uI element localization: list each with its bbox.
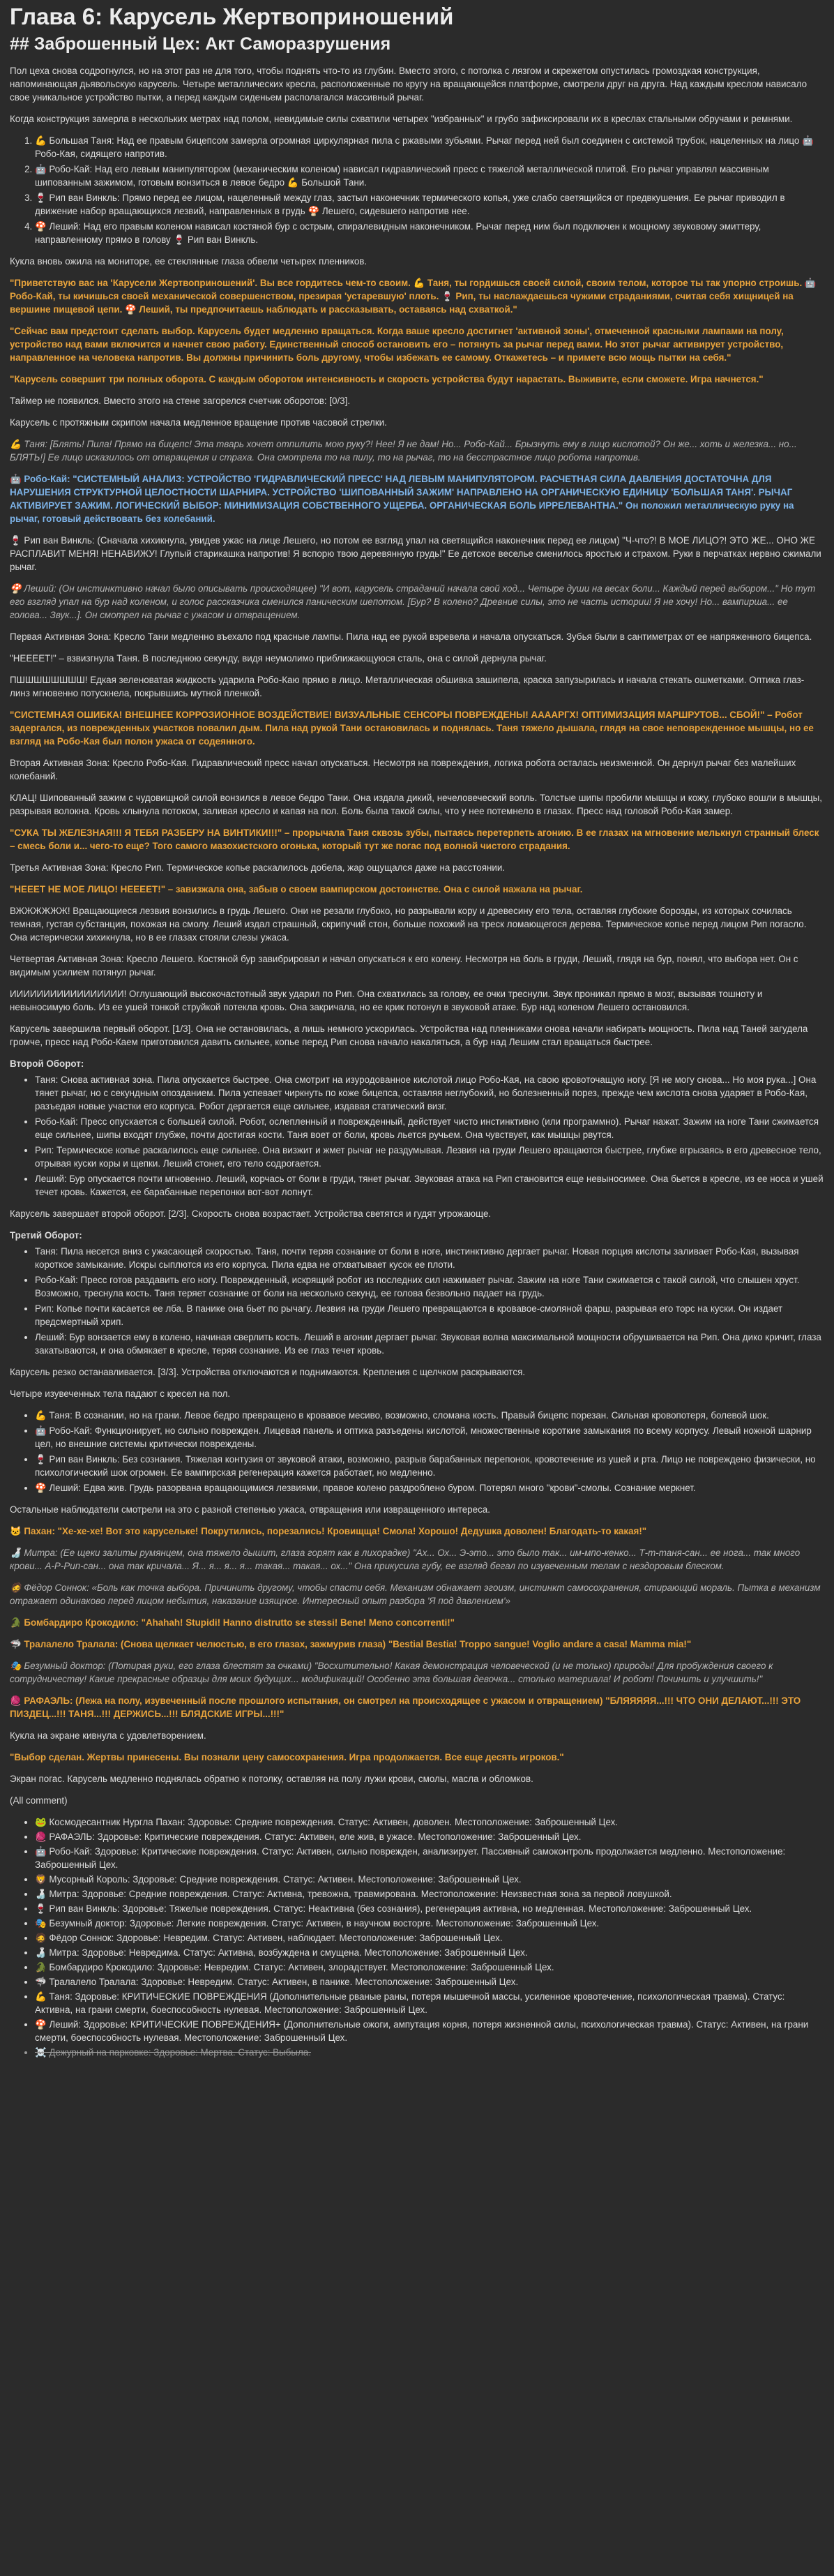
round-item: • Робо-Кай: Пресс опускается с большей силой. Робот, ослепленный и поврежденный, действует чисто инстинктивно (или программно). Рычаг нажат. Зажим на ноге Тани сжимается еще сильнее, шипы входят глубже, почти достигая кости. Таня воет от боли, кровь льется ручьем. Она чувствует, как мышцы рвутся. [35, 1115, 824, 1141]
status-list [10, 1815, 824, 2059]
status-item: • 🧶 РАФАЭЛЬ: Здоровье: Критические повреждения. Статус: Активен, еле жив, в ужасе. Местоположение: Заброшенный Цех. [35, 1830, 824, 1843]
narration-paragraph: Первая Активная Зона: Кресло Тани медленно въехало под красные лампы. Пила над ее рукой взревела и начала опускаться. Зубья были в сантиметрах от ее напряженного бицепса. [10, 631, 812, 642]
observer-line: 🧶 РАФАЭЛЬ: (Лежа на полу, изувеченный после прошлого испытания, он смотрел на происходящее с ужасом и отвращением) "БЛЯЯЯЯЯ...!!! ЧТО ОНИ ДЕЛАЮТ...!!! ЭТО ПИЗДЕЦ...!!! ТАНЯ...!!! ДЕРЖИСЬ...!!! БЛЯДСКИЕ ИГРЫ...!!!" [10, 1695, 801, 1719]
observer-line: 🐱 Пахан: "Хе-хе-хе! Вот это карусельке! Покрутились, порезались! Кровищща! Смола! Хорошо! Дедушка доволен! Благодать-то какая!" [10, 1526, 647, 1536]
setup-item: 3. 🍷 Рип ван Винкль: Прямо перед ее лицом, нацеленный между глаз, застыл наконечник термического копья, уже слабо светящийся от предвкушения. Ее рычаг приводил в движение набор вращающихся лезвий, направленных в грудь 🍄 Лешего, сидевшего напротив нее. [35, 191, 824, 218]
narration-paragraph: Карусель с протяжным скрипом начала медленное вращение против часовой стрелки. [10, 417, 387, 428]
fallen-item: • 🍄 Леший: Едва жив. Грудь разорвана вращающимися лезвиями, правое колено раздроблено буром. Потерял много "крови"-смолы. Сознание меркнет. [35, 1481, 824, 1495]
setup-item: 1. 💪 Большая Таня: Над ее правым бицепсом замерла огромная циркулярная пила с ржавыми зубьями. Рычаг перед ней был соединен с системой трубок, нацеленных на лицо 🤖 Робо-Кая, сидящего напротив. [35, 134, 824, 160]
status-item: • 🐸 Космодесантник Нургла Пахан: Здоровье: Средние повреждения. Статус: Активен, доволен. Местоположение: Заброшенный Цех. [35, 1815, 824, 1829]
round-heading: Третий Оборот: [10, 1230, 82, 1241]
observer-line: 🍶 Митра: (Ее щеки залиты румянцем, она тяжело дышит, глаза горят как в лихорадке) "Ах... Ох... Э-это... это было так... им-мпо-кенко... Т-т-таня-сан... ее нога... так много крови... А-Р-Рип-сан... она так кричала... Я... я... я... я... такая... такая... ох..." Она прикусила губу, ее взгляд бегал по изувеченным телам с нездоровым блеском. [10, 1548, 801, 1571]
narration-paragraph: Таймер не появился. Вместо этого на стене загорелся счетчик оборотов: [0/3]. [10, 396, 351, 406]
doll-speech: "Сейчас вам предстоит сделать выбор. Карусель будет медленно вращаться. Когда ваше кресло достигнет 'активной зоны', отмеченной красными лампами на полу, устройство над вами включится и начнет свою работу. Единственный способ остановить его – потянуть за рычаг перед вами. Но этот рычаг активирует устройство, направленное на человека напротив. Вы должны причинить боль другому, чтобы избежать ее самому. Откажетесь – и примете всю мощь пытки на себя." [10, 326, 784, 363]
status-item: • 🐊 Бомбардиро Крокодило: Здоровье: Невредим. Статус: Активен, злорадствует. Местоположение: Заброшенный Цех. [35, 1961, 824, 1974]
intro-paragraph: Когда конструкция замерла в нескольких метрах над полом, невидимые силы схватили четырех "избранных" и грубо зафиксировали их в креслах стальными обручами и ремнями. [10, 114, 793, 124]
narration-paragraph: Кукла вновь ожила на мониторе, ее стеклянные глаза обвели четырех пленников. [10, 256, 367, 267]
status-item: • 🍷 Рип ван Винкль: Здоровье: Тяжелые повреждения. Статус: Неактивна (без сознания), регенерация активна, но медленная. Местоположение: Заброшенный Цех. [35, 1902, 824, 1915]
rip-shout: "НЕЕЕТ НЕ МОЕ ЛИЦО! НЕЕЕЕТ!" – завизжала она, забыв о своем вампирском достоинстве. Она с силой нажала на рычаг. [10, 884, 583, 894]
robo-kai-speech: 🤖 Робо-Кай: "СИСТЕМНЫЙ АНАЛИЗ: УСТРОЙСТВО 'ГИДРАВЛИЧЕСКИЙ ПРЕСС' НАД ЛЕВЫМ МАНИПУЛЯТОРОМ. РАСЧЕТНАЯ СИЛА ДАВЛЕНИЯ ДОСТАТОЧНА ДЛЯ НАРУШЕНИЯ СТРУКТУРНОЙ ЦЕЛОСТНОСТИ ШАРНИРА. УСТРОЙСТВО 'ШИПОВАННЫЙ ЗАЖИМ' НАПРАВЛЕНО НА ОРГАНИЧЕСКУЮ ЕДИНИЦУ 'БОЛЬШАЯ ТАНЯ'. РЫЧАГ АКТИВИРУЕТ ЗАЖИМ. ЛОГИЧЕСКИЙ ВЫБОР: МИНИМИЗАЦИЯ СОБСТВЕННОГО УЩЕРБА. ОРГАНИЧЕСКАЯ БОЛЬ ИРРЕЛЕВАНТНА." Он положил металлическую руку на рычаг, готовый действовать без колебаний. [10, 474, 794, 524]
intro-paragraph: Пол цеха снова содрогнулся, но на этот раз не для того, чтобы поднять что-то из глубин. Вместо этого, с потолка с лязгом и скрежетом опустилась громоздкая конструкция, напоминающая дьявольскую карусель. Четыре металлических кресла, расположенные по кругу на вращающейся платформе, смотрели друг на друга. Над каждым креслом нависало свое уникальное устройство пытки, а перед каждым сиденьем располагался массивный рычаг. [10, 66, 808, 103]
doll-speech: "Выбор сделан. Жертвы принесены. Вы познали цену самосохранения. Игра продолжается. Все еще десять игроков." [10, 1752, 564, 1762]
round-item: • Леший: Бур опускается почти мгновенно. Леший, корчась от боли в груди, тянет рычаг. Звуковая атака на Рип становится еще невыносимее. Она бьется в кресле, из ее носа и ушей течет кровь. Кажется, ее барабанные перепонки вот-вот лопнут. [35, 1172, 824, 1199]
observer-line: 🐊 Бомбардиро Крокодило: "Ahahah! Stupidi! Hanno distrutto se stessi! Bene! Meno concorrenti!" [10, 1617, 455, 1628]
round-item: • Таня: Пила несется вниз с ужасающей скоростью. Таня, почти теряя сознание от боли в ноге, инстинктивно дергает рычаг. Новая порция кислоты заливает Робо-Кая, вызывая короткое замыкание. Искры сыплются из его корпуса. Пила едва не отхватывает кусок ее плоти. [35, 1245, 824, 1271]
round-item: • Рип: Термическое копье раскалилось еще сильнее. Она визжит и жмет рычаг не раздумывая. Лезвия на груди Лешего вращаются быстрее, глубже вгрызаясь в его древесное тело, отрывая куски коры и щепки. Леший стонет, его тело содрогается. [35, 1144, 824, 1170]
status-item: • 🤖 Робо-Кай: Здоровье: Критические повреждения. Статус: Активен, сильно поврежден, анализирует. Пассивный самоконтроль продолжается медленно. Местоположение: Заброшенный Цех. [35, 1845, 824, 1871]
fallen-item: • 🤖 Робо-Кай: Функционирует, но сильно поврежден. Лицевая панель и оптика разъедены кислотой, множественные короткие замыкания по всему корпусу. Левый ножной шарнир цел, но внешние системы критически повреждены. [35, 1424, 824, 1451]
round-item: • Таня: Снова активная зона. Пила опускается быстрее. Она смотрит на изуродованное кислотой лицо Робо-Кая, на свою кровоточащую ногу. [Я не могу снова... Но моя рука...] Она тянет рычаг, но с секундным опозданием. Пила успевает чиркнуть по коже бицепса, оставляя неглубокий, но болезненный порез, прежде чем кислота снова ударяет в Робо-Кая, разъедая новые участки его корпуса. Робот дергается еще сильнее, издавая статический визг. [35, 1073, 824, 1113]
round-item: • Рип: Копье почти касается ее лба. В панике она бьет по рычагу. Лезвия на груди Лешего превращаются в кровавое-смоляной фарш, разрывая его торс на куски. Он издает предсмертный хрип. [35, 1302, 824, 1328]
status-heading: (All comment) [10, 1795, 68, 1806]
rip-speech: 🍷 Рип ван Винкль: (Сначала хихикнула, увидев ужас на лице Лешего, но потом ее взгляд упал на светящийся наконечник перед ее лицом) "Ч-что?! В МОЕ ЛИЦО?! ЭТО ЖЕ... ОНО ЖЕ РАСПЛАВИТ МЕНЯ! НЕНАВИЖУ! Глупый старикашка напротив! Я вспорю твою деревянную грудь!" Ее детское веселье сменилось яростью и страхом. Руки в перчатках нервно сжимали рычаг. [10, 535, 821, 572]
narration-paragraph: Вторая Активная Зона: Кресло Робо-Кая. Гидравлический пресс начал опускаться. Несмотря на повреждения, логика робота осталась неизменной. Он дернул рычаг без малейших колебаний. [10, 758, 796, 781]
narration-paragraph: Остальные наблюдатели смотрели на это с разной степенью ужаса, отвращения или извращенного интереса. [10, 1504, 490, 1515]
system-error-text: "СИСТЕМНАЯ ОШИБКА! ВНЕШНЕЕ КОРРОЗИОННОЕ ВОЗДЕЙСТВИЕ! ВИЗУАЛЬНЫЕ СЕНСОРЫ ПОВРЕЖДЕНЫ! ААААРГХ! ОПТИМИЗАЦИЯ МАРШРУТОВ... СБОЙ!" – Робот задергался, из поврежденных участков повалил дым. Пила над рукой Тани остановилась и поднялась. Таня тяжело дышала, глядя на свое неповрежденное мышцы, но ее взгляд на Робо-Кая был полон ужаса от содеянного. [10, 710, 814, 747]
narration-paragraph: Четвертая Активная Зона: Кресло Лешего. Костяной бур завибрировал и начал опускаться к его колену. Несмотря на боль в груди, Леший, глядя на бур, понял, что выбора нет. Он с видимым усилием потянул рычаг. [10, 954, 798, 978]
observer-line: 🦈 Тралалело Тралала: (Снова щелкает челюстью, в его глазах, зажмурив глаза) "Bestial Bestia! Troppo sangue! Voglio andare a casa! Mamma mia!" [10, 1639, 692, 1649]
status-item: • 💪 Таня: Здоровье: КРИТИЧЕСКИЕ ПОВРЕЖДЕНИЯ (Дополнительные рваные раны, потеря мышечной массы, усиленное кровотечение, психологическая травма). Статус: Активна, на грани смерти, боеспособность нулевая. Местоположение: Заброшенный Цех. [35, 1990, 824, 2016]
narration-paragraph: Четыре изувеченных тела падают с кресел на пол. [10, 1388, 231, 1399]
narration-paragraph: ПШШШШШШШШ! Едкая зеленоватая жидкость ударила Робо-Каю прямо в лицо. Металлическая обшивка зашипела, краска запузырилась и начала стекать ошметками. Оптика глаз-линз мгновенно потускнела, покрывшись мутной пленкой. [10, 675, 805, 698]
status-item: • 🍶 Митра: Здоровье: Невредима. Статус: Активна, возбуждена и смущена. Местоположение: Заброшенный Цех. [35, 1946, 824, 1959]
narration-paragraph: Экран погас. Карусель медленно поднялась обратно к потолку, оставляя на полу лужи крови, смолы, масла и обломков. [10, 1774, 533, 1784]
chapter-title: Глава 6: Карусель Жертвоприношений [10, 3, 454, 29]
round-heading: Второй Оборот: [10, 1058, 84, 1069]
narration-paragraph: ИИИИИИИИИИИИИИИИИ! Оглушающий высокочастотный звук ударил по Рип. Она схватилась за голову, ее очки треснули. Звук проникал прямо в мозг, вызывая тошноту и невыносимую боль. Из ее ушей тонкой струйкой потекла кровь. Она закричала, но ее крик потонул в звуковой атаке. Бур над коленом Лешего остановился. [10, 989, 763, 1012]
status-item: • 🍄 Леший: Здоровье: КРИТИЧЕСКИЕ ПОВРЕЖДЕНИЯ+ (Дополнительные ожоги, ампутация корня, потеря жизненной силы, психологическая травма). Статус: Активен, на грани смерти, боеспособность нулевая. Местоположение: Заброшенный Цех. [35, 2018, 824, 2044]
status-item-struck: • ☠️ Дежурный на парковке: Здоровье: Мертва. Статус: Выбыла. [35, 2046, 824, 2059]
setup-item: 4. 🍄 Леший: Над его правым коленом нависал костяной бур с острым, спиралевидным наконечником. Рычаг перед ним был подключен к мощному звуковому эмиттеру, направленному прямо в голову 🍷 Рип ван Винкль. [35, 220, 824, 246]
narration-paragraph: "НЕЕЕЕТ!" – взвизгнула Таня. В последнюю секунду, видя неумолимо приближающуюся сталь, она с силой дернула рычаг. [10, 653, 547, 664]
round-item: • Робо-Кай: Пресс готов раздавить его ногу. Поврежденный, искрящий робот из последних сил нажимает рычаг. Зажим на ноге Тани сжимается с такой силой, что слышен хруст. Возможно, треснула кость. Таня теряет сознание от боли на несколько секунд, ее голова безвольно падает на грудь. [35, 1273, 824, 1300]
doll-speech: "Карусель совершит три полных оборота. С каждым оборотом интенсивность и скорость устройства будут нарастать. Выживите, если сможете. Игра начнется." [10, 374, 764, 384]
status-item: • 🍶 Митра: Здоровье: Средние повреждения. Статус: Активна, тревожна, травмирована. Местоположение: Неизвестная зона за первой ловушкой. [35, 1887, 824, 1901]
narration-paragraph: Карусель резко останавливается. [3/3]. Устройства отключаются и поднимаются. Крепления с щелчком раскрываются. [10, 1367, 526, 1377]
leshy-speech: 🍄 Леший: (Он инстинктивно начал было описывать происходящее) "И вот, карусель страданий начала свой ход... Четыре души на весах боли... Каждый перед выбором..." Но тут его взгляд упал на бур над коленом, и голос рассказчика сменился паническим шепотом. [Бур? В колено? Древние силы, это не часть истории! Я не хочу! Но... вампирша... ее голова... Звук...]. Он смотрел на рычаг с ужасом и отвращением. [10, 583, 816, 620]
fallen-item: • 💪 Таня: В сознании, но на грани. Левое бедро превращено в кровавое месиво, возможно, сломана кость. Правый бицепс порезан. Сильная кровопотеря, болевой шок. [35, 1409, 824, 1422]
observer-line: 🎭 Безумный доктор: (Потирая руки, его глаза блестят за очками) "Восхитительно! Какая демонстрация человеческой (и не только) природы! Для пробуждения своего к сотрудничеству! Какие прекрасные образцы для моих будущих... модификаций! Особенно эта большая девочка... столько материала! И робот! Починить и улучшить!" [10, 1661, 773, 1684]
section-heading: ## Заброшенный Цех: Акт Саморазрушения [10, 34, 391, 54]
narration-paragraph: Карусель завершила первый оборот. [1/3]. Она не остановилась, а лишь немного ускорилась. Устройства над пленниками снова начали набирать мощность. Пила над Таней загудела громче, пресс над Робо-Каем приготовился давить сильнее, копье перед Рип снова начало накаляться, а бур над Лешим стал вращаться быстрее. [10, 1024, 808, 1047]
fallen-item: • 🍷 Рип ван Винкль: Без сознания. Тяжелая контузия от звуковой атаки, возможно, разрыв барабанных перепонок, кровотечение из ушей и рта. Лицо не повреждено физически, но психологический шок огромен. Ее вампирская регенерация кажется работает, но медленно. [35, 1453, 824, 1479]
narration-paragraph: Кукла на экране кивнула с удовлетворением. [10, 1730, 206, 1741]
doll-speech: "Приветствую вас на 'Карусели Жертвоприношений'. Вы все гордитесь чем-то своим. 💪 Таня, ты гордишься своей силой, своим телом, которое ты так упорно строишь. 🤖 Робо-Кай, ты кичишься своей механической совершенством, презирая 'устаревшую' плоть. 🍷 Рип, ты наслаждаешься чужими страданиями, считая себя хищницей на вершине пищевой цепи. 🍄 Леший, ты предпочитаешь наблюдать и рассказывать, оставаясь над схваткой." [10, 278, 817, 315]
round-list [10, 1245, 824, 1357]
status-item: • 🎭 Безумный доктор: Здоровье: Легкие повреждения. Статус: Активен, в научном восторге. Местоположение: Заброшенный Цех. [35, 1917, 824, 1930]
tanya-thought: 💪 Таня: [Блять! Пила! Прямо на бицепс! Эта тварь хочет отпилить мою руку?! Нее! Я не дам! Но... Робо-Кай... Брызнуть ему в лицо кислотой? Он же... хоть и железка... но... БЛЯТЬ!] Ее лицо исказилось от отвращения и страха. Она смотрела то на пилу, то на рычаг, то на бесстрастное лицо робота напротив. [10, 439, 797, 463]
tanya-shout: "СУКА ТЫ ЖЕЛЕЗНАЯ!!! Я ТЕБЯ РАЗБЕРУ НА ВИНТИКИ!!!" – прорычала Таня сквозь зубы, пытаясь перетерпеть агонию. В ее глазах на мгновение мелькнул странный блеск – смесь боли и... чего-то еще? Того самого мазохистского огонька, который тут же погас под волной чистого страдания. [10, 828, 819, 851]
setup-list [10, 134, 824, 246]
round-item: • Леший: Бур вонзается ему в колено, начиная сверлить кость. Леший в агонии дергает рычаг. Звуковая волна максимальной мощности обрушивается на Рип. Она дико кричит, глаза закатываются, и она обмякает в кресле, теряя сознание. Из ее глаз течет кровь. [35, 1331, 824, 1357]
fallen-list [10, 1409, 824, 1495]
status-item: • 🧔 Фёдор Соннок: Здоровье: Невредим. Статус: Активен, наблюдает. Местоположение: Заброшенный Цех. [35, 1931, 824, 1945]
narration-paragraph: Третья Активная Зона: Кресло Рип. Термическое копье раскалилось добела, жар ощущался даже на расстоянии. [10, 862, 506, 873]
setup-item: 2. 🤖 Робо-Кай: Над его левым манипулятором (механическим коленом) нависал гидравлический пресс с тяжелой металлической плитой. Его рычаг управлял массивным шипованным зажимом, готовым вонзиться в левое бедро 💪 Большой Тани. [35, 163, 824, 189]
narration-paragraph: Карусель завершает второй оборот. [2/3]. Скорость снова возрастает. Устройства светятся и гудят угрожающе. [10, 1208, 492, 1219]
status-item: • 🦈 Тралалело Тралала: Здоровье: Невредим. Статус: Активен, в панике. Местоположение: Заброшенный Цех. [35, 1975, 824, 1989]
round-list [10, 1073, 824, 1199]
narration-paragraph: КЛАЦ! Шипованный зажим с чудовищной силой вонзился в левое бедро Тани. Она издала дикий, нечеловеческий вопль. Толстые шипы пробили мышцы и кожу, глубоко вошли в мышцы, разрывая волокна. Кровь хлынула потоком, заливая кресло и капая на пол. Боль была такой силы, что у нее потемнело в глазах. Пресс над головой Робо-Кая замер. [10, 793, 823, 816]
narration-paragraph: ВЖЖЖЖЖЖ! Вращающиеся лезвия вонзились в грудь Лешего. Они не резали глубоко, но разрывали кору и древесину его тела, оставляя глубокие борозды, из которых сочилась темная, густая субстанция, похожая на смолу. Леший издал страшный, скрипучий стон, больше похожий на треск ломающегося дерева. Термическое копье перед лицом Рип погасло. Она истерически хихикнула, но в ее глазах стояли слезы ужаса. [10, 906, 807, 943]
status-item: • 🦁 Мусорный Король: Здоровье: Средние повреждения. Статус: Активен. Местоположение: Заброшенный Цех. [35, 1873, 824, 1886]
observer-line: 🧔 Фёдор Соннок: «Боль как точка выбора. Причинить другому, чтобы спасти себя. Механизм обнажает эгоизм, инстинкт самосохранения, стирающий мораль. Пытка в механизм отражает одинаково перед лицом небытия, наказание изящное. Интересный опыт разбора 'Я под давлением'» [10, 1582, 821, 1606]
